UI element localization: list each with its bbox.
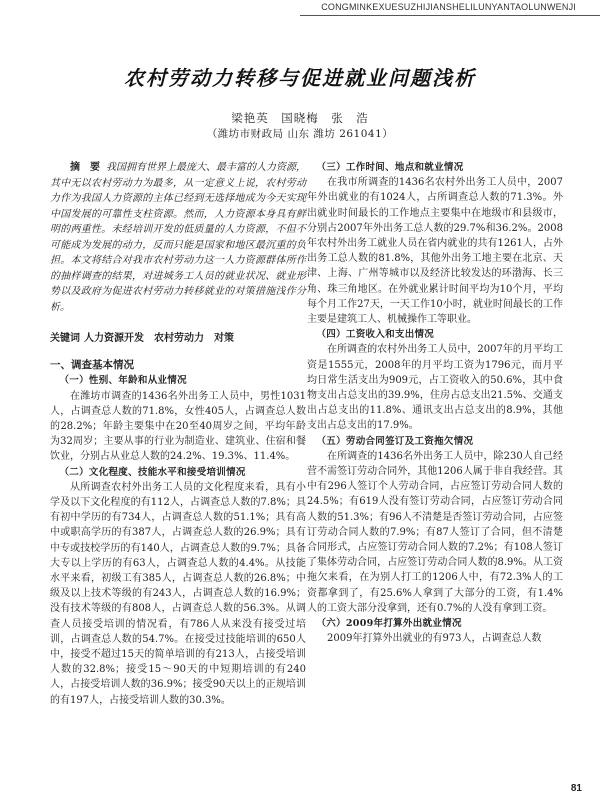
paragraph-3: 在我市所调查的1436名农村外出务工人员中，2007年外出就业的有1024人，占所调查总人数的71.3%。外出就业时间最长的工作地点主要集中在地级市和县级市，分别占2007年外出务工总人数的29.7%和36.2%。2008年农村外出务工就业人员在省内就业的共有1261人，占外出务工总人数的81.8%，其他外出务工地主要在北京、天津、上海、广州等城市以及经济比较发达的环渤海、长三角、珠三角地区。在外就业累计时间平均为10个月，平均每个月工作27天，一天工作10小时，就业时间最长的工作主要是建筑工人、机械操作工等职业。 [307, 177, 563, 326]
subsection-heading-6: （六）2009年打算外出就业情况 [316, 618, 462, 630]
keywords-label: 关键词 [50, 333, 80, 344]
affiliation: （潍坊市财政局 山东 潍坊 261041） [206, 128, 394, 140]
subsection-heading-2: （二）文化程度、技能水平和接受培训情况 [59, 466, 246, 478]
paragraph-2: 从所调查农村外出务工人员的文化程度来看，具有小学及以下文化程度的有112人，占调查总人数的7.8%；具有初中学历的有734人，占调查总人数的51.1%；具有高中或职高学历的有387人，占调查总人数的26.9%；具有中专或技校学历的有140人，占调查总人数的9.7%；具备大专以上学历的有63人，占调查总人数的4.4%。从技能水平来看，初级工有385人，占调查总人数的26.8%；中级及以上技术等级的有243人，占调查总人数的16.9%；没有技术等级的有808人，占调查总人数的56.3%。从调查人员接受培训的情况看，有786人从来没有接受过培训，占调查总人数的54.7%。在接受过技能培训的650人中，接受不超过15天的简单培训的有213人，占接受培训人数的32.8%；接受15～90天的中短期培训的有240人，占接受培训人数的36.9%；接受90天以上的正规培训的有197人，占接受培训人数的30.3%。 [50, 481, 306, 706]
article-title: 农村劳动力转移与促进就业问题浅析 [124, 66, 476, 90]
left-column [50, 160, 306, 708]
section-heading-1: 一、调查基本情况 [50, 359, 134, 372]
keywords [50, 331, 306, 346]
subsection-heading-1: （一）性别、年龄和从业情况 [59, 375, 187, 387]
subsection-heading-4: （四）工资收入和支出情况 [316, 329, 435, 341]
running-head-rule [300, 15, 600, 16]
right-column [307, 160, 563, 647]
running-head: CONGMINKEXUESUZHIJIANSHELILUNYANTAOLUNWENJI [321, 2, 576, 12]
abstract [50, 160, 306, 315]
subsection-heading-3: （三）工作时间、地点和就业情况 [316, 162, 464, 173]
subsection-heading-5: （五）劳动合同签订及工资拖欠情况 [316, 435, 474, 447]
abstract-label: 摘 要 [70, 162, 100, 173]
authors: 梁艳英 国晓梅 张 浩 [231, 111, 369, 125]
paragraph-5: 在所调查的1436名外出务工人员中，除230人自己经营不需签订劳动合同外，其他1206人属于非自我经营。其中有296人签订个人劳动合同，占应签订劳动合同人数的24.5%；有619人没有签订劳动合同，占应签订劳动合同人数的51.3%；有96人不清楚是否签订劳动合同，占应签订劳动合同人数的7.9%；有87人签订了合同，但不清楚合同形式，占应签订劳动合同人数的7.2%；有108人签订了集体劳动合同，占应签订劳动合同人数的8.9%。从工资拖欠来看，在为别人打工的1206人中，有72.3%人的工资都拿到了，有25.6%人拿到了大部分的工资，有1.4%人的工资大部分没拿到，还有0.7%的人没有拿到工资。 [307, 450, 563, 614]
paragraph-6: 2009年打算外出就业的有973人，占调查总人数 [327, 633, 542, 645]
paragraph-1: 在潍坊市调查的1436名外出务工人员中，男性1031人，占调查总人数的71.8%，女性405人，占调查总人数的28.2%；年龄主要集中在20至40周岁之间，平均年龄为32周岁；主要从事的行业为制造业、建筑业、住宿和餐饮业，分别占从业总人数的24.2%、19.3%、11.4%。 [50, 390, 306, 463]
page-number: 81 [570, 783, 582, 794]
abstract-text: 我国拥有世界上最庞大、最丰富的人力资源，其中无以农村劳动力为最多，从一定意义上说，农村劳动力作为我国人力资源的主体已经到无选择地成为今天实现中国发展的可靠性支柱资源。然而，人力资源本身具有鲜明的两重性。未经培训开发的低质量的人力资源，不但不可能成为发展的动力，反而只能是国家和地区最沉重的负担。本文将结合对我市农村劳动力这一人力资源群体所作的抽样调查的结果，对进城务工人员的就业状况、就业形势以及政府为促进农村劳动力转移就业的对策措施浅作分析。 [50, 162, 306, 313]
paragraph-4: 在所调查的农村外出务工人员中，2007年的月平均工资是1555元，2008年的月平均工资为1796元，而月平均日常生活支出为909元，占工资收入的50.6%，其中食物支出占总支出的39.9%，住房占总支出21.5%、交通支出占总支出的11.8%、通讯支出占总支出的8.9%，其他支出占总支出的17.9%。 [307, 344, 563, 432]
keywords-text: 人力资源开发 农村劳动力 对策 [84, 333, 234, 344]
